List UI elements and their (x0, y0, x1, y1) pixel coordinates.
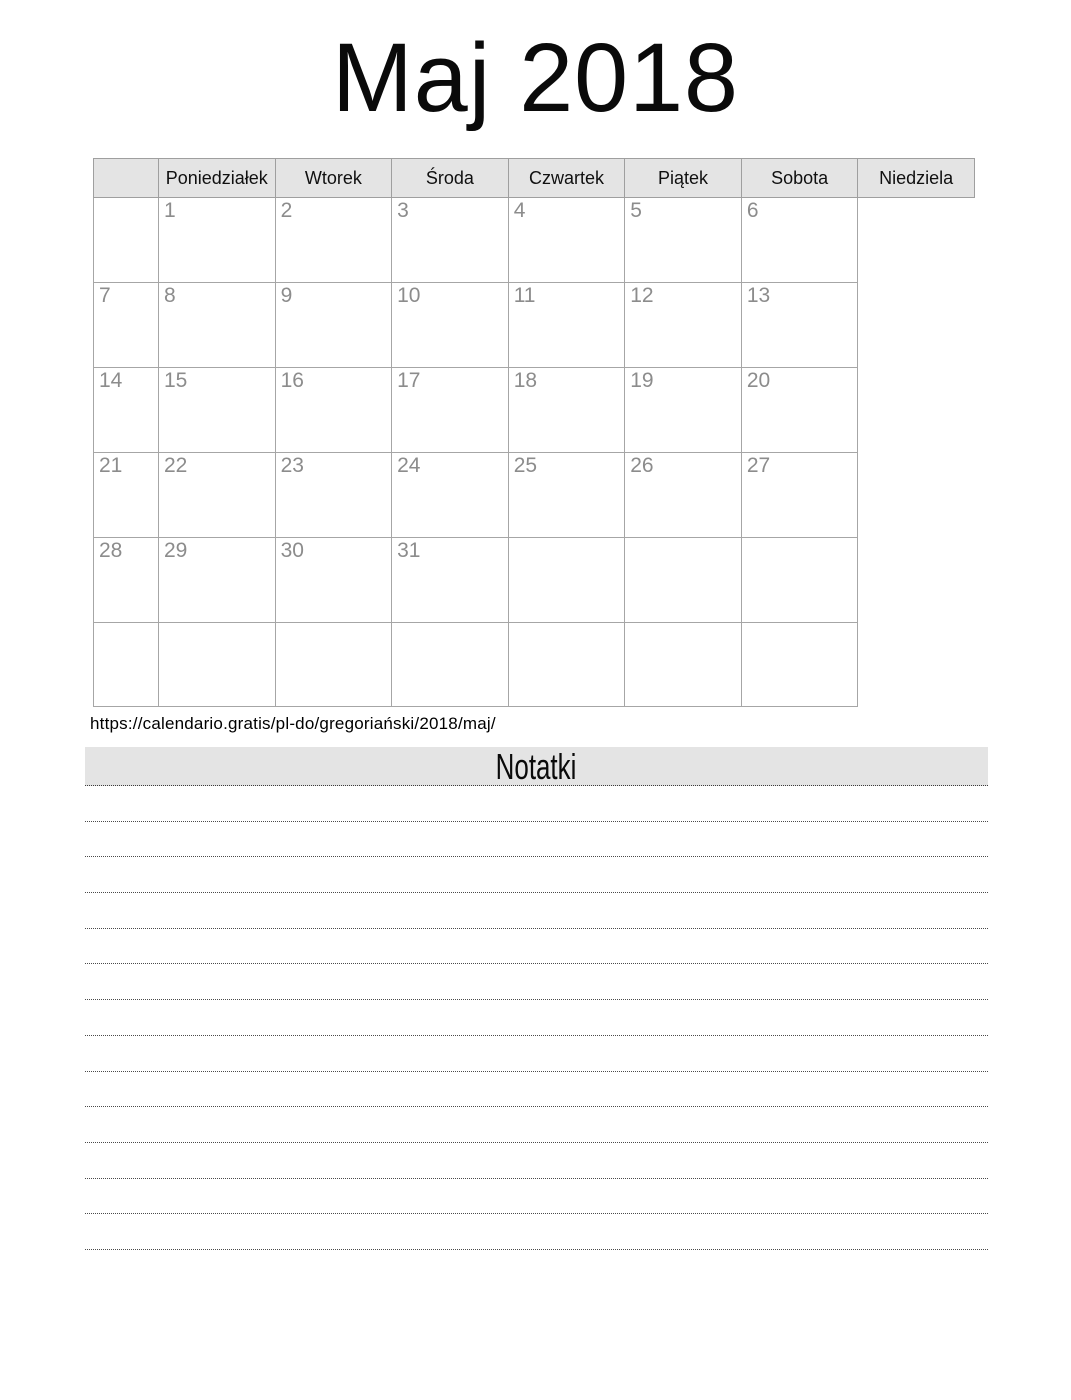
notes-header-bar (85, 747, 988, 786)
day-number: 16 (280, 369, 304, 393)
day-number: 24 (397, 454, 421, 478)
day-cell (94, 368, 159, 453)
day-cell (94, 283, 159, 368)
day-cell (94, 453, 159, 538)
day-cell (94, 198, 159, 283)
week-number-column (94, 159, 159, 198)
day-cell (392, 453, 509, 538)
note-line (85, 1143, 988, 1179)
day-cell (508, 198, 625, 283)
day-number: 25 (513, 454, 538, 478)
note-line (85, 929, 988, 965)
day-cell (159, 538, 276, 623)
day-cell (625, 453, 742, 538)
day-number: 18 (513, 369, 538, 393)
weekday-header: Wtorek (275, 159, 392, 198)
note-line (85, 1036, 988, 1072)
day-number: 2 (280, 199, 293, 223)
day-number: 12 (630, 284, 654, 308)
day-cell (741, 453, 858, 538)
weekday-header: Czwartek (508, 159, 625, 198)
day-cell (159, 283, 276, 368)
calendar-week-row (94, 538, 975, 623)
day-number: 20 (746, 369, 771, 393)
day-number: 13 (746, 284, 771, 308)
day-cell (392, 623, 509, 707)
day-number: 21 (99, 454, 123, 478)
weekday-header: Poniedziałek (159, 159, 276, 198)
day-number: 8 (164, 284, 176, 308)
note-line (85, 857, 988, 893)
note-line (85, 1072, 988, 1108)
note-line (85, 964, 988, 1000)
day-cell (392, 368, 509, 453)
day-cell (741, 283, 858, 368)
day-cell (741, 368, 858, 453)
day-cell (392, 198, 509, 283)
day-number: 23 (280, 454, 304, 478)
note-line (85, 1107, 988, 1143)
day-number: 30 (280, 539, 304, 563)
day-number: 17 (397, 369, 421, 393)
calendar-week-row (94, 368, 975, 453)
weekday-header: Piątek (625, 159, 742, 198)
day-cell (508, 283, 625, 368)
calendar-week-row (94, 283, 975, 368)
source-url: https://calendario.gratis/pl-do/gregoriański/2018/maj/ (90, 714, 496, 734)
day-number: 1 (164, 199, 176, 223)
day-number: 19 (630, 369, 654, 393)
day-cell (159, 623, 276, 707)
weekday-header-row (94, 159, 975, 198)
day-number: 6 (746, 199, 759, 223)
day-number: 10 (397, 284, 421, 308)
note-line (85, 1179, 988, 1215)
day-cell (275, 283, 392, 368)
day-cell (159, 368, 276, 453)
day-cell (275, 453, 392, 538)
note-line (85, 1214, 988, 1250)
calendar-page (0, 14, 1071, 1400)
note-line (85, 822, 988, 858)
day-cell (392, 538, 509, 623)
day-cell (508, 623, 625, 707)
weekday-header: Niedziela (858, 159, 975, 198)
day-cell (392, 283, 509, 368)
day-cell (275, 623, 392, 707)
day-cell (159, 198, 276, 283)
calendar-week-row (94, 453, 975, 538)
day-number: 11 (513, 284, 536, 308)
notes-lines (85, 786, 988, 1250)
day-number: 3 (397, 199, 409, 223)
calendar-week-row (94, 623, 975, 707)
day-cell (508, 368, 625, 453)
day-number: 15 (164, 369, 188, 393)
day-number: 22 (164, 454, 188, 478)
calendar-week-row (94, 198, 975, 283)
day-cell (741, 623, 858, 707)
day-number: 4 (513, 199, 526, 223)
day-number: 26 (630, 454, 654, 478)
page-title: Maj 2018 (331, 23, 740, 132)
weekday-header: Środa (392, 159, 509, 198)
day-cell (275, 368, 392, 453)
day-number: 7 (99, 284, 111, 308)
notes-section (85, 747, 988, 1250)
notes-title: Notatki (496, 747, 577, 787)
note-line (85, 893, 988, 929)
day-cell (275, 538, 392, 623)
weekday-header: Sobota (741, 159, 858, 198)
day-cell (159, 453, 276, 538)
day-number: 28 (99, 539, 123, 563)
day-number: 9 (280, 284, 293, 308)
day-cell (94, 538, 159, 623)
day-number: 5 (630, 199, 642, 223)
day-cell (275, 198, 392, 283)
day-number: 31 (397, 539, 421, 563)
day-cell (741, 538, 858, 623)
day-number: 27 (746, 454, 771, 478)
day-cell (741, 198, 858, 283)
day-number: 14 (99, 369, 123, 393)
day-cell (625, 538, 742, 623)
day-cell (625, 198, 742, 283)
calendar-table (93, 158, 975, 707)
day-cell (508, 538, 625, 623)
day-cell (508, 453, 625, 538)
note-line (85, 1000, 988, 1036)
day-cell (625, 283, 742, 368)
day-cell (625, 623, 742, 707)
day-cell (625, 368, 742, 453)
day-cell (94, 623, 159, 707)
day-number: 29 (164, 539, 188, 563)
calendar-body (94, 198, 975, 707)
note-line (85, 786, 988, 822)
